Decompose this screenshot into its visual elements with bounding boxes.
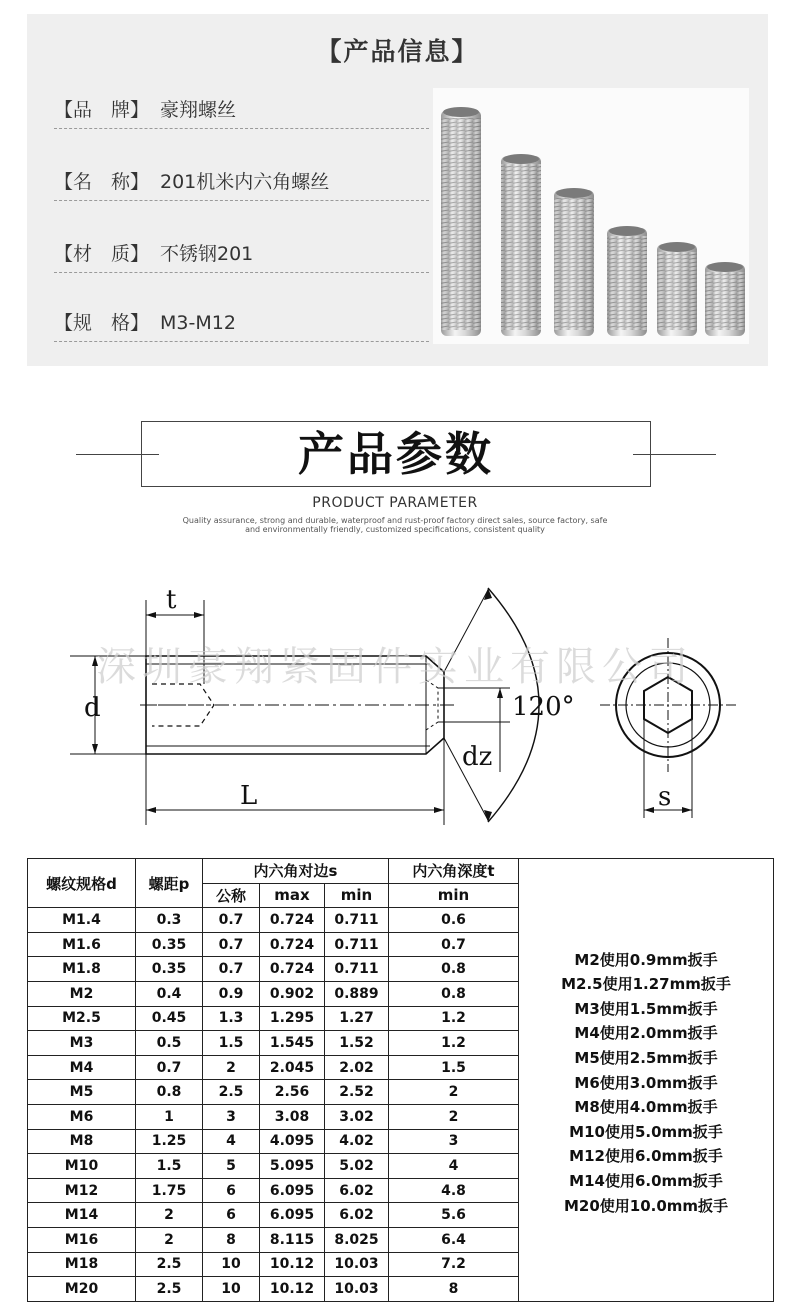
cell-nominal: 4	[203, 1129, 260, 1154]
cell-pitch: 0.35	[136, 932, 203, 957]
cell-min: 0.889	[325, 981, 389, 1006]
cell-nominal: 8	[203, 1227, 260, 1252]
cell-pitch: 2.5	[136, 1277, 203, 1302]
cell-thread: M6	[28, 1104, 136, 1129]
wrench-notes	[519, 859, 774, 1302]
cell-pitch: 2.5	[136, 1252, 203, 1277]
cell-pitch: 0.5	[136, 1031, 203, 1056]
arrowhead	[146, 612, 156, 618]
screw-2	[501, 154, 541, 336]
cell-max: 10.12	[260, 1277, 325, 1302]
cell-thread: M14	[28, 1203, 136, 1228]
cell-max: 6.095	[260, 1203, 325, 1228]
cell-nominal: 10	[203, 1252, 260, 1277]
cell-thread: M10	[28, 1154, 136, 1179]
label-s: s	[658, 782, 672, 812]
cell-max: 0.724	[260, 957, 325, 982]
cell-max: 6.095	[260, 1178, 325, 1203]
info-value: 豪翔螺丝	[160, 99, 237, 121]
screw-5	[657, 242, 697, 336]
screw-6	[705, 262, 745, 336]
info-value: 201机米内六角螺丝	[160, 171, 330, 193]
arrowhead	[484, 810, 492, 822]
cell-min: 6.02	[325, 1178, 389, 1203]
product-photo	[433, 88, 749, 344]
wrench-note: M14使用6.0mm扳手	[569, 1171, 723, 1190]
cell-max: 1.545	[260, 1031, 325, 1056]
cell-thread: M20	[28, 1277, 136, 1302]
header-max: max	[260, 883, 325, 908]
cell-min: 8.025	[325, 1227, 389, 1252]
cell-thread: M1.4	[28, 908, 136, 933]
info-value: 不锈钢201	[160, 243, 254, 265]
wrench-note: M10使用5.0mm扳手	[569, 1122, 723, 1141]
cell-depth: 2	[389, 1080, 519, 1105]
cell-min: 1.27	[325, 1006, 389, 1031]
cell-pitch: 0.4	[136, 981, 203, 1006]
wrench-note: M4使用2.0mm扳手	[574, 1024, 718, 1043]
cell-depth: 6.4	[389, 1227, 519, 1252]
cell-thread: M16	[28, 1227, 136, 1252]
cell-nominal: 2	[203, 1055, 260, 1080]
info-label: 【规 格】	[54, 312, 150, 334]
label-angle: 120°	[512, 692, 575, 722]
cell-min: 0.711	[325, 908, 389, 933]
cell-thread: M5	[28, 1080, 136, 1105]
wrench-note: M12使用6.0mm扳手	[569, 1147, 723, 1166]
cell-depth: 3	[389, 1129, 519, 1154]
cell-depth: 1.2	[389, 1031, 519, 1056]
cell-nominal: 2.5	[203, 1080, 260, 1105]
param-title: 产品参数	[298, 427, 494, 481]
cell-max: 5.095	[260, 1154, 325, 1179]
cell-depth: 5.6	[389, 1203, 519, 1228]
cell-thread: M1.6	[28, 932, 136, 957]
cell-max: 0.724	[260, 908, 325, 933]
header-min: min	[325, 883, 389, 908]
cell-depth: 8	[389, 1277, 519, 1302]
cell-pitch: 2	[136, 1203, 203, 1228]
cell-pitch: 2	[136, 1227, 203, 1252]
cell-min: 0.711	[325, 957, 389, 982]
cell-min: 3.02	[325, 1104, 389, 1129]
wrench-note: M3使用1.5mm扳手	[574, 999, 718, 1018]
cell-min: 2.02	[325, 1055, 389, 1080]
cell-thread: M2	[28, 981, 136, 1006]
cell-depth: 1.2	[389, 1006, 519, 1031]
cell-depth: 4.8	[389, 1178, 519, 1203]
product-info-panel	[27, 14, 768, 366]
cell-thread: M18	[28, 1252, 136, 1277]
cell-max: 10.12	[260, 1252, 325, 1277]
cell-depth: 1.5	[389, 1055, 519, 1080]
header-depth: 内六角深度t	[389, 859, 519, 884]
arrowhead	[92, 744, 98, 754]
wrench-note: M20使用10.0mm扳手	[563, 1196, 729, 1215]
cell-thread: M12	[28, 1178, 136, 1203]
cell-pitch: 0.45	[136, 1006, 203, 1031]
technical-drawing	[0, 560, 790, 840]
arrowhead	[146, 807, 156, 813]
cell-max: 2.045	[260, 1055, 325, 1080]
header-nominal: 公称	[203, 883, 260, 908]
cell-max: 2.56	[260, 1080, 325, 1105]
cell-nominal: 0.7	[203, 908, 260, 933]
info-row-brand	[54, 95, 429, 129]
cell-depth: 0.8	[389, 981, 519, 1006]
cell-min: 2.52	[325, 1080, 389, 1105]
param-note-line-1: Quality assurance, strong and durable, waterproof and rust-proof factory direct sales, source factory, safe	[182, 516, 608, 525]
param-subtitle: PRODUCT PARAMETER	[312, 495, 478, 511]
cell-pitch: 0.35	[136, 957, 203, 982]
header-thread: 螺纹规格d	[28, 859, 136, 908]
param-note	[150, 516, 640, 534]
cell-nominal: 0.7	[203, 957, 260, 982]
info-value: M3-M12	[160, 312, 236, 334]
header-hex: 内六角对边s	[203, 859, 389, 884]
cell-max: 0.902	[260, 981, 325, 1006]
cell-pitch: 1.75	[136, 1178, 203, 1203]
label-t: t	[166, 585, 177, 615]
cell-pitch: 1	[136, 1104, 203, 1129]
cell-min: 5.02	[325, 1154, 389, 1179]
cell-depth: 0.7	[389, 932, 519, 957]
cell-pitch: 0.8	[136, 1080, 203, 1105]
cell-depth: 0.6	[389, 908, 519, 933]
arrowhead	[194, 612, 204, 618]
cell-max: 8.115	[260, 1227, 325, 1252]
arrowhead	[484, 588, 492, 600]
cell-max: 0.724	[260, 932, 325, 957]
screw-1	[441, 107, 481, 336]
cell-pitch: 0.7	[136, 1055, 203, 1080]
cell-depth: 4	[389, 1154, 519, 1179]
cell-max: 1.295	[260, 1006, 325, 1031]
cell-depth: 0.8	[389, 957, 519, 982]
cell-depth: 2	[389, 1104, 519, 1129]
cell-nominal: 6	[203, 1178, 260, 1203]
cell-depth: 7.2	[389, 1252, 519, 1277]
cell-thread: M3	[28, 1031, 136, 1056]
info-row-material	[54, 239, 429, 273]
cell-min: 6.02	[325, 1203, 389, 1228]
info-label: 【名 称】	[54, 171, 150, 193]
screw-4	[607, 226, 647, 336]
param-note-line-2: and environmentally friendly, customized specifications, consistent quality	[245, 525, 545, 534]
header-depth-min: min	[389, 883, 519, 908]
cell-nominal: 5	[203, 1154, 260, 1179]
cell-thread: M2.5	[28, 1006, 136, 1031]
wrench-note: M6使用3.0mm扳手	[574, 1073, 718, 1092]
screw-3	[554, 188, 594, 336]
cell-min: 0.711	[325, 932, 389, 957]
cell-nominal: 0.9	[203, 981, 260, 1006]
arrowhead	[682, 807, 692, 813]
cell-max: 3.08	[260, 1104, 325, 1129]
arrowhead	[434, 807, 444, 813]
info-row-name	[54, 167, 429, 201]
info-label: 【品 牌】	[54, 99, 150, 121]
info-row-spec	[54, 308, 429, 342]
table-header-row	[28, 859, 774, 884]
cell-nominal: 1.3	[203, 1006, 260, 1031]
cell-min: 4.02	[325, 1129, 389, 1154]
cell-pitch: 0.3	[136, 908, 203, 933]
cell-min: 10.03	[325, 1277, 389, 1302]
cell-thread: M1.8	[28, 957, 136, 982]
set-screws-illustration	[433, 88, 749, 344]
spec-table	[27, 858, 774, 1302]
cell-thread: M8	[28, 1129, 136, 1154]
cell-min: 10.03	[325, 1252, 389, 1277]
info-title: 【产品信息】	[316, 37, 479, 66]
arrowhead	[644, 807, 654, 813]
cell-min: 1.52	[325, 1031, 389, 1056]
label-d: d	[84, 693, 101, 723]
label-L: L	[240, 781, 258, 811]
cell-nominal: 10	[203, 1277, 260, 1302]
wrench-note: M2.5使用1.27mm扳手	[561, 975, 731, 994]
cell-pitch: 1.25	[136, 1129, 203, 1154]
cell-max: 4.095	[260, 1129, 325, 1154]
info-label: 【材 质】	[54, 243, 150, 265]
header-pitch: 螺距p	[136, 859, 203, 908]
wrench-note: M5使用2.5mm扳手	[574, 1048, 718, 1067]
spec-table-body	[28, 859, 774, 1302]
cell-nominal: 3	[203, 1104, 260, 1129]
cell-nominal: 1.5	[203, 1031, 260, 1056]
cell-nominal: 0.7	[203, 932, 260, 957]
cell-pitch: 1.5	[136, 1154, 203, 1179]
cell-thread: M4	[28, 1055, 136, 1080]
watermark: 深圳豪翔紧固件实业有限公司	[96, 644, 694, 690]
label-dz: dz	[462, 742, 493, 772]
wrench-note: M8使用4.0mm扳手	[574, 1098, 718, 1117]
cell-nominal: 6	[203, 1203, 260, 1228]
wrench-note: M2使用0.9mm扳手	[574, 950, 718, 969]
